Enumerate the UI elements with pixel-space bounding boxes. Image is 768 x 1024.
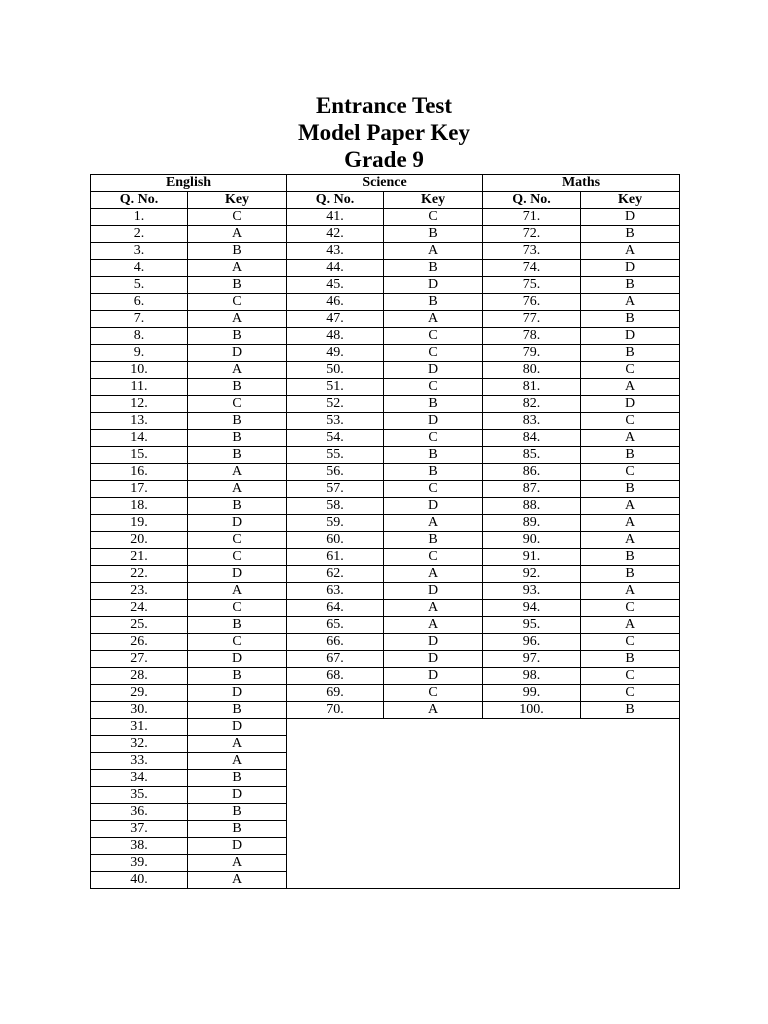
english-question-number: 7. bbox=[91, 311, 188, 328]
table-row bbox=[91, 277, 680, 294]
science-question-number: 66. bbox=[287, 634, 384, 651]
maths-question-number: 79. bbox=[483, 345, 581, 362]
table-row bbox=[91, 600, 680, 617]
subject-header-row bbox=[91, 175, 680, 192]
science-answer-key: A bbox=[384, 702, 483, 719]
maths-answer-key: A bbox=[581, 617, 680, 634]
maths-question-number: 74. bbox=[483, 260, 581, 277]
english-question-number: 38. bbox=[91, 838, 188, 855]
english-answer-key: C bbox=[188, 549, 287, 566]
english-answer-key: B bbox=[188, 617, 287, 634]
page-title bbox=[0, 92, 768, 173]
english-answer-key: B bbox=[188, 702, 287, 719]
maths-question-number: 76. bbox=[483, 294, 581, 311]
maths-question-number: 89. bbox=[483, 515, 581, 532]
science-question-number: 60. bbox=[287, 532, 384, 549]
english-question-number: 34. bbox=[91, 770, 188, 787]
english-answer-key: A bbox=[188, 753, 287, 770]
table-row bbox=[91, 685, 680, 702]
science-answer-key: A bbox=[384, 311, 483, 328]
maths-question-number: 97. bbox=[483, 651, 581, 668]
maths-question-number: 94. bbox=[483, 600, 581, 617]
empty-area bbox=[287, 719, 680, 889]
maths-question-number: 99. bbox=[483, 685, 581, 702]
english-answer-key: B bbox=[188, 804, 287, 821]
table-row bbox=[91, 328, 680, 345]
maths-answer-key: B bbox=[581, 311, 680, 328]
maths-question-number: 83. bbox=[483, 413, 581, 430]
science-answer-key: B bbox=[384, 532, 483, 549]
maths-answer-key: C bbox=[581, 634, 680, 651]
science-question-number: 48. bbox=[287, 328, 384, 345]
table-row bbox=[91, 379, 680, 396]
english-question-number: 19. bbox=[91, 515, 188, 532]
english-answer-key: D bbox=[188, 719, 287, 736]
english-question-number: 37. bbox=[91, 821, 188, 838]
table-row bbox=[91, 311, 680, 328]
english-answer-key: B bbox=[188, 379, 287, 396]
english-question-number: 28. bbox=[91, 668, 188, 685]
english-answer-key: D bbox=[188, 345, 287, 362]
maths-question-number: 91. bbox=[483, 549, 581, 566]
science-question-number: 64. bbox=[287, 600, 384, 617]
table-row bbox=[91, 583, 680, 600]
title-line-2: Model Paper Key bbox=[297, 120, 471, 145]
science-answer-key: B bbox=[384, 260, 483, 277]
table-row bbox=[91, 617, 680, 634]
maths-question-number: 80. bbox=[483, 362, 581, 379]
english-answer-key: A bbox=[188, 855, 287, 872]
maths-answer-key: C bbox=[581, 685, 680, 702]
science-answer-key: C bbox=[384, 328, 483, 345]
english-qno-header: Q. No. bbox=[91, 192, 188, 209]
maths-answer-key: A bbox=[581, 583, 680, 600]
maths-answer-key: C bbox=[581, 362, 680, 379]
science-question-number: 59. bbox=[287, 515, 384, 532]
maths-question-number: 77. bbox=[483, 311, 581, 328]
table-row bbox=[91, 498, 680, 515]
maths-answer-key: D bbox=[581, 396, 680, 413]
maths-question-number: 88. bbox=[483, 498, 581, 515]
maths-answer-key: B bbox=[581, 226, 680, 243]
english-answer-key: D bbox=[188, 685, 287, 702]
maths-question-number: 92. bbox=[483, 566, 581, 583]
science-answer-key: C bbox=[384, 685, 483, 702]
table-row bbox=[91, 651, 680, 668]
science-answer-key: B bbox=[384, 447, 483, 464]
english-question-number: 35. bbox=[91, 787, 188, 804]
science-question-number: 43. bbox=[287, 243, 384, 260]
english-question-number: 33. bbox=[91, 753, 188, 770]
english-question-number: 3. bbox=[91, 243, 188, 260]
science-key-header: Key bbox=[384, 192, 483, 209]
science-answer-key: D bbox=[384, 583, 483, 600]
english-answer-key: C bbox=[188, 532, 287, 549]
science-answer-key: D bbox=[384, 634, 483, 651]
science-question-number: 70. bbox=[287, 702, 384, 719]
maths-answer-key: A bbox=[581, 498, 680, 515]
table-row bbox=[91, 345, 680, 362]
english-question-number: 25. bbox=[91, 617, 188, 634]
maths-question-number: 72. bbox=[483, 226, 581, 243]
science-question-number: 61. bbox=[287, 549, 384, 566]
science-answer-key: A bbox=[384, 566, 483, 583]
english-question-number: 10. bbox=[91, 362, 188, 379]
science-question-number: 57. bbox=[287, 481, 384, 498]
subject-header-english: English bbox=[91, 175, 287, 192]
science-answer-key: B bbox=[384, 226, 483, 243]
science-answer-key: D bbox=[384, 668, 483, 685]
table-row bbox=[91, 719, 680, 736]
maths-answer-key: A bbox=[581, 243, 680, 260]
maths-question-number: 75. bbox=[483, 277, 581, 294]
science-question-number: 54. bbox=[287, 430, 384, 447]
english-question-number: 40. bbox=[91, 872, 188, 889]
english-answer-key: D bbox=[188, 838, 287, 855]
english-question-number: 15. bbox=[91, 447, 188, 464]
title-line-1: Entrance Test bbox=[315, 93, 453, 118]
maths-question-number: 100. bbox=[483, 702, 581, 719]
maths-question-number: 93. bbox=[483, 583, 581, 600]
science-answer-key: D bbox=[384, 362, 483, 379]
maths-answer-key: D bbox=[581, 328, 680, 345]
maths-question-number: 71. bbox=[483, 209, 581, 226]
science-question-number: 55. bbox=[287, 447, 384, 464]
maths-question-number: 78. bbox=[483, 328, 581, 345]
english-answer-key: D bbox=[188, 651, 287, 668]
english-question-number: 5. bbox=[91, 277, 188, 294]
english-answer-key: A bbox=[188, 872, 287, 889]
maths-question-number: 96. bbox=[483, 634, 581, 651]
english-question-number: 30. bbox=[91, 702, 188, 719]
english-question-number: 11. bbox=[91, 379, 188, 396]
maths-answer-key: B bbox=[581, 566, 680, 583]
science-question-number: 52. bbox=[287, 396, 384, 413]
science-question-number: 69. bbox=[287, 685, 384, 702]
english-answer-key: A bbox=[188, 260, 287, 277]
english-answer-key: A bbox=[188, 583, 287, 600]
maths-question-number: 84. bbox=[483, 430, 581, 447]
science-answer-key: C bbox=[384, 481, 483, 498]
science-question-number: 44. bbox=[287, 260, 384, 277]
column-header-row bbox=[91, 192, 680, 209]
english-question-number: 1. bbox=[91, 209, 188, 226]
table-row bbox=[91, 481, 680, 498]
english-question-number: 18. bbox=[91, 498, 188, 515]
science-answer-key: C bbox=[384, 379, 483, 396]
maths-answer-key: B bbox=[581, 277, 680, 294]
english-question-number: 17. bbox=[91, 481, 188, 498]
table-row bbox=[91, 396, 680, 413]
english-question-number: 22. bbox=[91, 566, 188, 583]
table-row bbox=[91, 226, 680, 243]
title-line-3: Grade 9 bbox=[344, 147, 424, 172]
english-answer-key: C bbox=[188, 634, 287, 651]
science-answer-key: B bbox=[384, 294, 483, 311]
science-answer-key: A bbox=[384, 617, 483, 634]
english-question-number: 36. bbox=[91, 804, 188, 821]
english-answer-key: A bbox=[188, 226, 287, 243]
table-row bbox=[91, 702, 680, 719]
english-answer-key: A bbox=[188, 311, 287, 328]
science-question-number: 67. bbox=[287, 651, 384, 668]
science-question-number: 46. bbox=[287, 294, 384, 311]
maths-answer-key: D bbox=[581, 260, 680, 277]
maths-answer-key: A bbox=[581, 430, 680, 447]
maths-answer-key: B bbox=[581, 447, 680, 464]
table-row bbox=[91, 532, 680, 549]
science-question-number: 45. bbox=[287, 277, 384, 294]
english-question-number: 12. bbox=[91, 396, 188, 413]
maths-answer-key: B bbox=[581, 702, 680, 719]
maths-question-number: 87. bbox=[483, 481, 581, 498]
table-row bbox=[91, 209, 680, 226]
science-answer-key: D bbox=[384, 277, 483, 294]
english-answer-key: B bbox=[188, 447, 287, 464]
maths-answer-key: C bbox=[581, 464, 680, 481]
answer-key-table bbox=[90, 174, 680, 889]
english-question-number: 13. bbox=[91, 413, 188, 430]
table-row bbox=[91, 464, 680, 481]
table-row bbox=[91, 430, 680, 447]
english-answer-key: B bbox=[188, 277, 287, 294]
maths-answer-key: B bbox=[581, 481, 680, 498]
english-question-number: 29. bbox=[91, 685, 188, 702]
table-row bbox=[91, 413, 680, 430]
table-row bbox=[91, 515, 680, 532]
maths-question-number: 95. bbox=[483, 617, 581, 634]
table-row bbox=[91, 549, 680, 566]
english-answer-key: A bbox=[188, 362, 287, 379]
maths-question-number: 90. bbox=[483, 532, 581, 549]
maths-key-header: Key bbox=[581, 192, 680, 209]
science-answer-key: D bbox=[384, 413, 483, 430]
science-question-number: 56. bbox=[287, 464, 384, 481]
english-question-number: 20. bbox=[91, 532, 188, 549]
table-row bbox=[91, 668, 680, 685]
english-question-number: 6. bbox=[91, 294, 188, 311]
science-question-number: 49. bbox=[287, 345, 384, 362]
science-answer-key: C bbox=[384, 430, 483, 447]
english-answer-key: A bbox=[188, 736, 287, 753]
english-question-number: 32. bbox=[91, 736, 188, 753]
english-question-number: 23. bbox=[91, 583, 188, 600]
english-answer-key: B bbox=[188, 430, 287, 447]
science-question-number: 58. bbox=[287, 498, 384, 515]
english-answer-key: B bbox=[188, 243, 287, 260]
english-answer-key: A bbox=[188, 481, 287, 498]
english-question-number: 21. bbox=[91, 549, 188, 566]
english-question-number: 14. bbox=[91, 430, 188, 447]
science-answer-key: C bbox=[384, 209, 483, 226]
science-question-number: 65. bbox=[287, 617, 384, 634]
table-row bbox=[91, 634, 680, 651]
subject-header-science: Science bbox=[287, 175, 483, 192]
science-answer-key: D bbox=[384, 498, 483, 515]
maths-answer-key: C bbox=[581, 413, 680, 430]
science-question-number: 68. bbox=[287, 668, 384, 685]
english-answer-key: C bbox=[188, 294, 287, 311]
english-answer-key: A bbox=[188, 464, 287, 481]
maths-answer-key: C bbox=[581, 668, 680, 685]
maths-answer-key: B bbox=[581, 651, 680, 668]
subject-header-maths: Maths bbox=[483, 175, 680, 192]
maths-question-number: 73. bbox=[483, 243, 581, 260]
english-answer-key: B bbox=[188, 413, 287, 430]
science-answer-key: C bbox=[384, 345, 483, 362]
science-question-number: 47. bbox=[287, 311, 384, 328]
maths-answer-key: B bbox=[581, 345, 680, 362]
science-answer-key: C bbox=[384, 549, 483, 566]
english-answer-key: B bbox=[188, 821, 287, 838]
maths-question-number: 82. bbox=[483, 396, 581, 413]
science-answer-key: B bbox=[384, 396, 483, 413]
english-question-number: 9. bbox=[91, 345, 188, 362]
maths-qno-header: Q. No. bbox=[483, 192, 581, 209]
science-question-number: 41. bbox=[287, 209, 384, 226]
maths-answer-key: A bbox=[581, 379, 680, 396]
table-row bbox=[91, 243, 680, 260]
maths-question-number: 98. bbox=[483, 668, 581, 685]
science-answer-key: D bbox=[384, 651, 483, 668]
english-answer-key: C bbox=[188, 396, 287, 413]
english-answer-key: D bbox=[188, 787, 287, 804]
english-key-header: Key bbox=[188, 192, 287, 209]
science-question-number: 51. bbox=[287, 379, 384, 396]
english-question-number: 27. bbox=[91, 651, 188, 668]
maths-answer-key: D bbox=[581, 209, 680, 226]
science-answer-key: A bbox=[384, 243, 483, 260]
english-question-number: 26. bbox=[91, 634, 188, 651]
science-question-number: 50. bbox=[287, 362, 384, 379]
maths-question-number: 81. bbox=[483, 379, 581, 396]
science-answer-key: B bbox=[384, 464, 483, 481]
maths-answer-key: A bbox=[581, 532, 680, 549]
maths-answer-key: C bbox=[581, 600, 680, 617]
english-question-number: 31. bbox=[91, 719, 188, 736]
english-question-number: 39. bbox=[91, 855, 188, 872]
maths-answer-key: A bbox=[581, 294, 680, 311]
english-answer-key: B bbox=[188, 770, 287, 787]
maths-question-number: 85. bbox=[483, 447, 581, 464]
english-answer-key: C bbox=[188, 209, 287, 226]
english-answer-key: C bbox=[188, 600, 287, 617]
maths-answer-key: B bbox=[581, 549, 680, 566]
english-question-number: 2. bbox=[91, 226, 188, 243]
english-answer-key: D bbox=[188, 515, 287, 532]
table-row bbox=[91, 294, 680, 311]
table-row bbox=[91, 447, 680, 464]
science-question-number: 53. bbox=[287, 413, 384, 430]
english-answer-key: D bbox=[188, 566, 287, 583]
science-answer-key: A bbox=[384, 600, 483, 617]
english-answer-key: B bbox=[188, 498, 287, 515]
maths-question-number: 86. bbox=[483, 464, 581, 481]
maths-answer-key: A bbox=[581, 515, 680, 532]
table-row bbox=[91, 260, 680, 277]
science-answer-key: A bbox=[384, 515, 483, 532]
english-answer-key: B bbox=[188, 328, 287, 345]
science-question-number: 63. bbox=[287, 583, 384, 600]
table-row bbox=[91, 566, 680, 583]
english-question-number: 8. bbox=[91, 328, 188, 345]
english-answer-key: B bbox=[188, 668, 287, 685]
science-qno-header: Q. No. bbox=[287, 192, 384, 209]
table-row bbox=[91, 362, 680, 379]
answer-key-body bbox=[91, 209, 680, 889]
english-question-number: 4. bbox=[91, 260, 188, 277]
science-question-number: 42. bbox=[287, 226, 384, 243]
english-question-number: 24. bbox=[91, 600, 188, 617]
english-question-number: 16. bbox=[91, 464, 188, 481]
science-question-number: 62. bbox=[287, 566, 384, 583]
